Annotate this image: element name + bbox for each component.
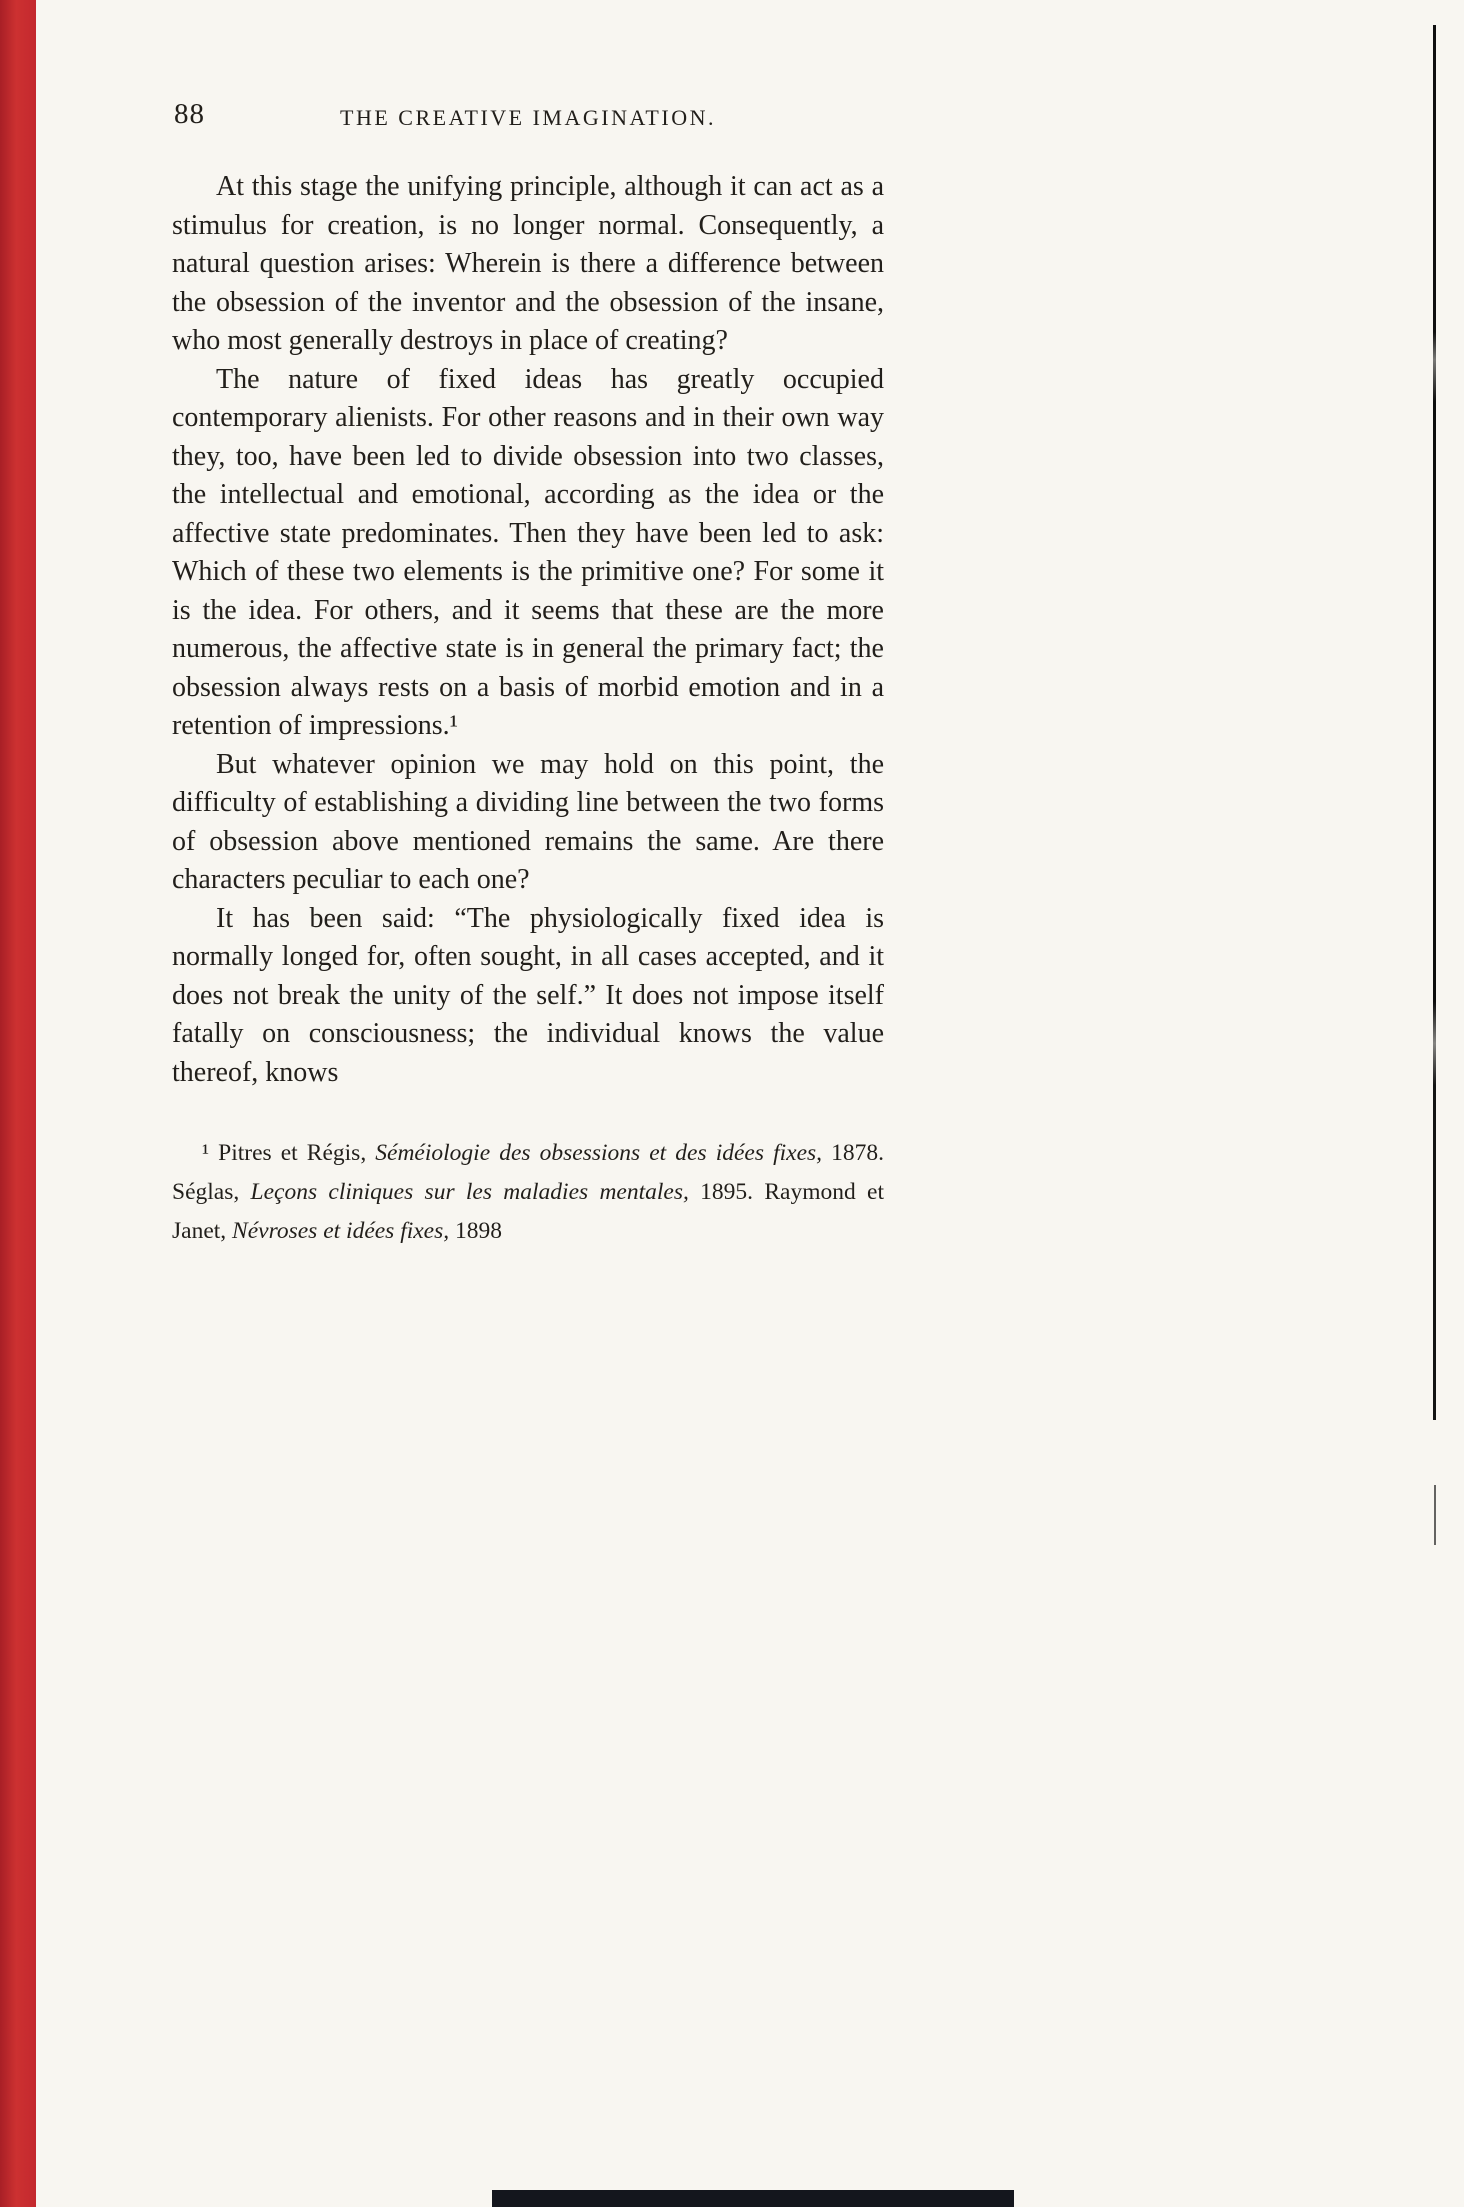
footnote-book-title-3: Névroses et idées fixes,	[232, 1218, 450, 1244]
running-header	[172, 98, 884, 144]
bottom-scan-strip	[492, 2190, 1014, 2207]
footnote-year-and-author-2: 1878. Séglas,	[172, 1140, 884, 1205]
binding-shadow-line	[1433, 25, 1436, 1420]
body-text	[172, 168, 884, 1092]
footnote-marker-and-authors: ¹ Pitres et Régis,	[202, 1140, 376, 1166]
footnote-book-title-2: Leçons cliniques sur les maladies mentales,	[250, 1179, 689, 1205]
footnote-book-title-1: Séméiologie des obsessions et des idées fixes,	[375, 1140, 823, 1166]
binding-shadow-tick	[1434, 1485, 1436, 1545]
page-number: 88	[174, 98, 205, 130]
running-header-title: THE CREATIVE IMAGINATION.	[340, 105, 716, 130]
body-paragraph-2: The nature of fixed ideas has greatly occupied contemporary alienists. For other reasons and in their own way they, too, have been led to divide obsession into two classes, the intellectual and emotional, according as the idea or the affective state predominates. Then they have been led to ask: Which of these two elements is the primitive one? For some it is the idea. For others, and it seems that these are the more numerous, the affective state is in general the primary fact; the obsession always rests on a basis of morbid emotion and in a retention of impressions.¹	[172, 363, 884, 741]
footnote	[172, 1134, 884, 1251]
running-header-title-wrap	[172, 98, 884, 131]
left-edge-color-bar	[0, 0, 36, 2207]
body-paragraph-1: At this stage the unifying principle, although it can act as a stimulus for creation, is no longer normal. Consequently, a natural question arises: Wherein is there a difference between the obsession of the inventor and the obsession of the insane, who most generally destroys in place of creating?	[172, 171, 884, 356]
footnote-year-3: 1898	[449, 1218, 503, 1244]
footnote-year-and-author-3: 1895. Raymond et Janet,	[172, 1179, 884, 1244]
body-paragraph-4: It has been said: “The physiologically fixed idea is normally longed for, often sought, in all cases accepted, and it does not break the unity of the self.” It does not impose itself fatally on consciousness; the individual knows the value thereof, knows	[172, 902, 884, 1088]
body-paragraph-3: But whatever opinion we may hold on this point, the difficulty of establishing a dividing line between the two forms of obsession above mentioned remains the same. Are there characters peculiar to each one?	[172, 748, 884, 895]
page-content	[172, 98, 884, 1251]
